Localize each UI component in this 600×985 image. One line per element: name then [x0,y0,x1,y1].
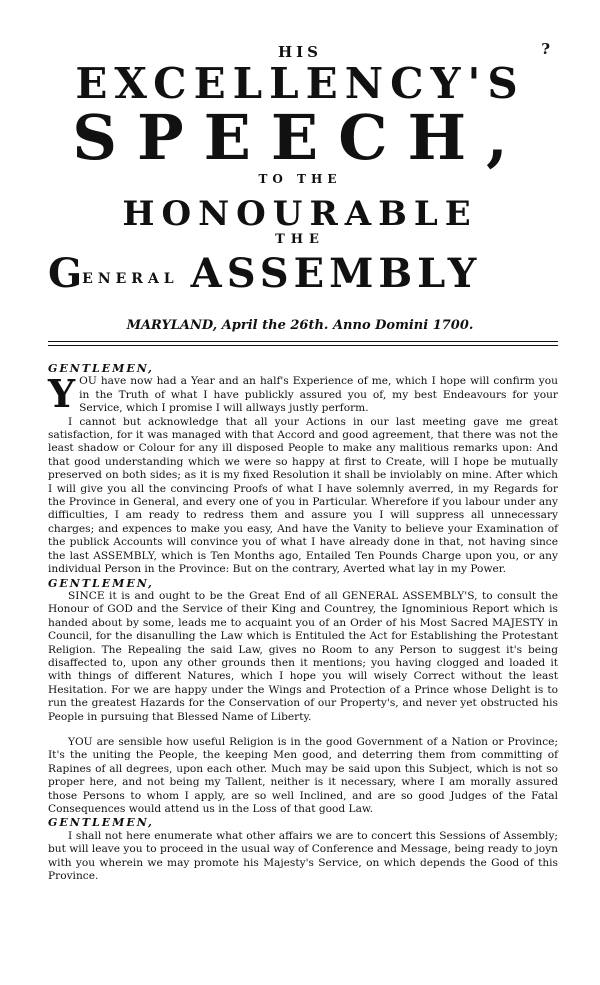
divider-rule [48,341,558,342]
general-initial: G [48,250,83,297]
title-excellency: EXCELLENCY'S [75,59,525,108]
title-to-the: TO THE [258,172,342,186]
assembly-word: ASSEMBLY [190,250,482,297]
salutation: GENTLEMEN, [48,362,154,375]
drop-cap: Y [48,371,76,417]
paragraph: YOU are sensible how useful Religion is in the good Government of a Nation or Province; It's the uniting the People, the keeping Men good, and deterring them from committing of Rapines of all degrees, upon each other. Much may be said upon this Subject, which is not so proper here, and not being my Tallent, neither is it necessary, where I am morally assured those Persons to whom I apply, are so well Inclined, and are so good Judges of the Fatal Consequences would attend us in the Loss of that good Law. [48,735,558,815]
title-honourable: HONOURABLE [122,194,478,234]
salutation: GENTLEMEN, [48,576,154,590]
title-speech: SPEECH, [72,101,528,174]
dateline: MARYLAND, April the 26th. Anno Domini 1700. [126,318,474,333]
title-his: HIS [277,43,323,61]
corner-mark: ? [541,40,550,58]
paragraph-opening [48,371,558,417]
divider-rule [48,345,558,346]
paragraph: I cannot but acknowledge that all your Actions in our last meeting gave me great satisfaction, for it was managed with that Accord and good agreement, that there was not the least shadow or Colour for any ill disposed People to make any malitious remarks upon: And that good understanding which we were so happy at first to Create, will I hope be mutually preserved on both sides; as it is my fixed Resolution it shall be inviolably on mine. After which I will give you all the convincing Proofs of what I have solemnly averred, in my Regards for the Province in General, and every one of you in Particular. Wherefore if you labour under any difficulties, I am ready to redress them and assure you I will suppress all unnecessary charges; and expences to make you easy, And have the Vanity to believe your Examination of the publick Accounts will convince you of what I have already done in that, not having since the last ASSEMBLY, which is Ten Months ago, Entailed Ten Pounds Charge upon you, or any individual Person in the Province: But on the contrary, Averted what lay in my Power. [48,415,558,576]
speech-body [48,362,558,883]
general-word: ENERAL [82,271,179,287]
paragraph: I shall not here enumerate what other affairs we are to concert this Sessions of Assembly; but will leave you to proceed in the usual way of Conference and Message, being ready to joyn with you wherein we may promote his Majesty's Service, on which depends the Good of this Province. [48,829,558,883]
paragraph: SINCE it is and ought to be the Great End of all GENERAL ASSEMBLY'S, to consult the Honour of GOD and the Service of their King and Countrey, the Ignominious Report which is handed about by some, leads me to acquaint you of an Order of his Most Sacred MAJESTY in Council, for the disanulling the Law which is Entituled the Act for Establishing the Protestant Religion. The Repealing the said Law, gives no Room to any Person to suggest it's being disaffected to, upon any other grounds then it mentions; you having clogged and loaded it with things of different Natures, which I hope you will wisely Correct without the least Hesitation. For we are happy under the Wings and Protection of a Prince whose Delight is to run the greatest Hazards for the Conservation of our Property's, and never yet obstructed his People in pursuing that Blessed Name of Liberty. [48,589,558,723]
paragraph-text: OU have now had a Year and an half's Experience of me, which I hope will confirm you in the Truth of what I have publickly assured you of, my best Endeavours for your Service, which I promise I will allways justly perform. [79,375,558,415]
salutation: GENTLEMEN, [48,816,154,830]
title-the: THE [275,232,325,247]
title-general-assembly [48,252,568,304]
